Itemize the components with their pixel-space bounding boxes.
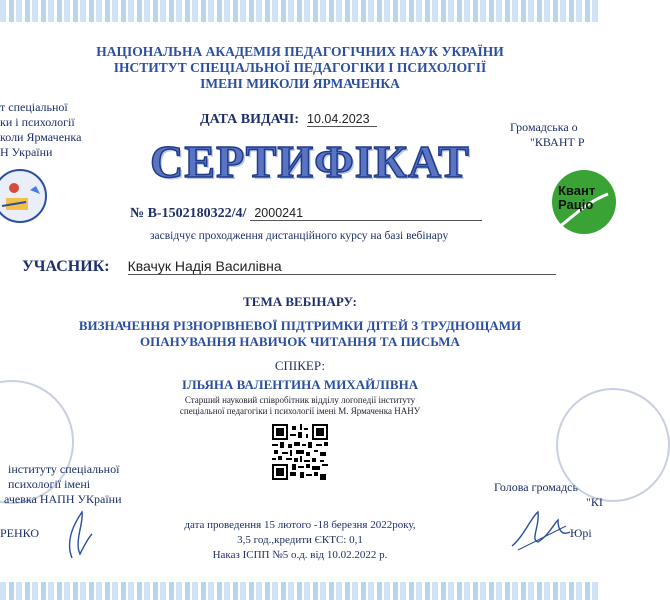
right-org-line-1: Громадська о [510,120,578,134]
certificate-number-value: 2000241 [250,206,482,221]
issue-date-row [200,110,380,128]
webinar-topic-line-2: ОПАНУВАННЯ НАВИЧОК ЧИТАННЯ ТА ПИСЬМА [140,334,460,349]
speaker-description [120,395,480,417]
kvant-ratio-logo-icon [548,172,600,234]
sign-right-name: Юрі [570,526,592,540]
speaker-desc-line-2: спеціальної педагогіки і психології імені М. Ярмаченка НАНУ [179,406,421,416]
webinar-topic [40,318,560,350]
participant-name: Квачук Надія Василівна [128,258,556,275]
left-org [0,100,120,160]
left-org-line-3: коли Ярмаченка [0,130,82,144]
header-line-2: ІНСТИТУТ СПЕЦІАЛЬНОЇ ПЕДАГОГІКИ І ПСИХОЛОГІЇ [113,60,487,75]
bottom-border [0,582,600,600]
certificate-number-label: № В-1502180322/4/ [130,206,247,221]
header-line-3: ІМЕНІ МИКОЛИ ЯРМАЧЕНКА [200,76,400,91]
sign-left-block [0,462,160,507]
participant-label: УЧАСНИК: [22,258,110,275]
left-org-line-4: Н України [0,145,53,159]
sign-left-line-2: психології імені [8,477,91,491]
signature-right-icon [508,506,574,554]
webinar-label: ТЕМА ВЕБІНАРУ: [243,294,357,309]
footer-line-1: дата проведення 15 лютого -18 березня 2022року, [184,519,416,531]
kvant-logo-text-2: Раціо [558,197,594,212]
certifies-text: засвідчує проходження дистанційного курсу на базі вебінару [150,230,449,242]
qr-code-icon [272,424,328,480]
speaker-label: СПІКЕР: [274,358,326,373]
issue-date-label: ДАТА ВИДАЧІ: [200,112,299,127]
right-org [510,120,630,150]
sign-right-line-1: Голова громадсь [494,480,578,494]
left-org-line-1: т спеціальної [0,100,68,114]
left-org-line-2: ки і психології [0,115,75,129]
signature-left-icon [58,508,98,560]
speaker-desc-line-1: Старший науковий співробітник відділу логопедії інституту [184,395,416,405]
header [60,44,540,92]
kvant-logo-text-1: Квант [558,183,596,198]
certificate-number-row [130,204,520,224]
sign-left-line-3: ачевка НАПН УКраїни [4,492,122,506]
sign-right-line-2: "КІ [586,495,603,509]
footer-line-2: 3,5 год.,кредити ЄКТС: 0,1 [237,534,363,546]
institute-logo-icon [0,168,48,224]
header-line-1: НАЦІОНАЛЬНА АКАДЕМІЯ ПЕДАГОГІЧНИХ НАУК УКРАЇНИ [96,44,504,59]
right-org-line-2: "КВАНТ Р [530,135,585,149]
top-border [0,0,600,22]
footer-line-3: Наказ ІСПП №5 о.д. від 10.02.2022 р. [212,549,388,561]
sign-left-name: РЕНКО [0,526,40,540]
participant-row [22,258,582,280]
sign-left-line-1: інституту спеціальної [8,462,120,476]
footer [130,518,470,563]
webinar-topic-line-1: ВИЗНАЧЕННЯ РІЗНОРІВНЕВОЇ ПІДТРИМКИ ДІТЕЙ З ТРУДНОЩАМИ [78,318,522,333]
speaker-name: ІЛЬЯНА ВАЛЕНТИНА МИХАЙЛІВНА [181,377,419,392]
certificate-title: СЕРТИФІКАТ [150,136,470,187]
issue-date-value: 10.04.2023 [307,112,377,127]
